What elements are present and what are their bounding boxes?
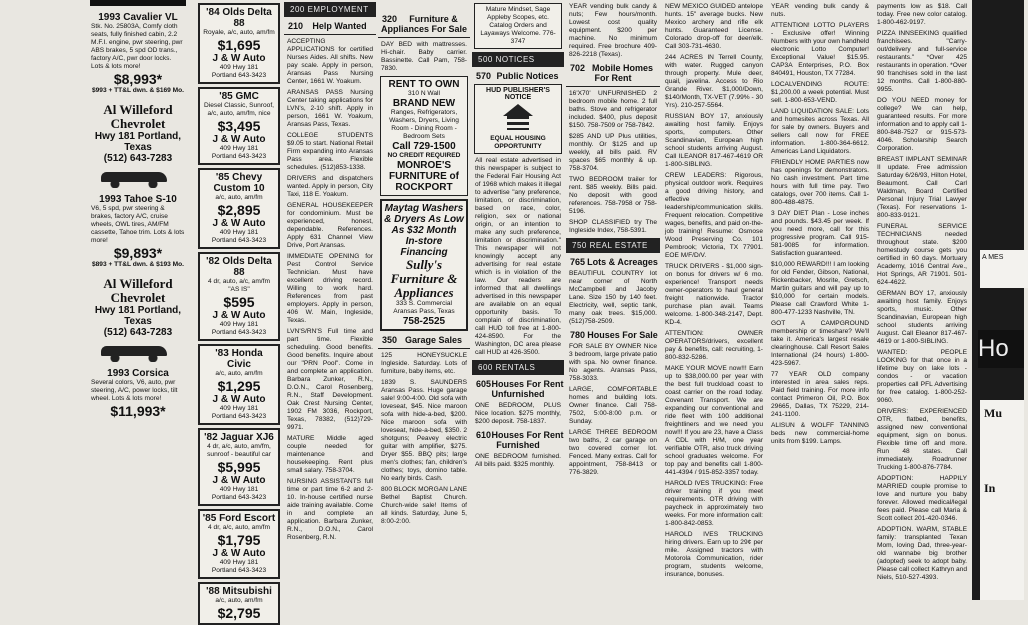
catalog-ad: [474, 3, 562, 49]
classification-number: 765: [570, 257, 586, 267]
classified-ad: LAND LIQUIDATION SALE: Lots and homesites across Texas. All for sale by owners. Buyers and sellers call now for FREE information. 1-800-364-6612. Americas Land Liquidators.: [771, 108, 869, 155]
classified-ad: RUSSIAN BOY 17, anxiously awaiting host family. Enjoys sports, computers. Other Scandinavian, European high school students arriving August. Call ILEANOR 817-467-4619 OR 1-800-SIBLING.: [665, 113, 763, 168]
car-desc: 4 dr, a/c, auto, am/fm: [208, 524, 270, 531]
car-listing: [198, 582, 280, 625]
classification-name: Help Wanted: [312, 21, 367, 31]
rent-to-own-ad: [380, 76, 468, 196]
classified-ad: PIZZA INNSEEKING qualified franchisees. "Carry-out/delivery and full-service restaurants." *Over 425 restaurants in operation. *Over 90 franchises sold in the last 12 months. Call 1-800-880-9955.: [877, 30, 967, 93]
car-desc: a/c, auto, am/fm: [215, 597, 263, 604]
column-statewide-2: [768, 0, 872, 600]
car-listing: [198, 168, 280, 249]
car-listing: [198, 252, 280, 341]
car-title: '82 Olds Delta 88: [206, 256, 272, 278]
car-price: $3,495: [217, 118, 261, 134]
car-title: '83 Honda Civic: [215, 348, 263, 370]
classified-ad: BREAST IMPLANT SEMINAR II update. Free admission Saturday 6/26/93, Hilton Hotel, Beaumont. Call Carl Waldman, Board Certified Personal Injury Trial Lawyer (Texas). For reservations 1-800-833-9121.: [877, 156, 967, 219]
edge-heading: In: [984, 481, 996, 495]
car-ad-terms: $893 + TT&L dwn. & $193 Mo.: [91, 261, 185, 268]
dealer-address: 409 Hwy 181: [219, 405, 259, 412]
ad-address: 333 S. Commercial Aransas Pass, Texas: [393, 300, 455, 315]
ad-phone: 758-2525: [402, 316, 446, 327]
classified-ad: ADOPTION. WARM, STABLE family: transplanted Texan Mom, loving Dad, three-year-old wannabe big brother (adopted) seek to adopt baby. Please call collect Kathryn and Niels, 510-527-4393.: [877, 526, 967, 581]
classified-ad: LVN'S/RN'S Full time and part time. Flexible scheduling. Good benefits. Good benefits. Inquire about our "PRN Pool". Come in and complete an application. Barbara Zunker, R.N., D.O.N., Carol Rosenberg, R.N., Staff Development. Oak Crest Nursing Center, 1902 FM 3036, Rockport, Texas, 78382, (512)729-9971.: [287, 328, 373, 431]
divider: [378, 37, 470, 38]
car-ad-title: 1993 Tahoe S-10: [99, 194, 177, 205]
classification-number: 780: [570, 330, 586, 340]
classified-ad: TWO BEDROOM trailer for rent. $85 weekly. Bills paid. No deposit with good references. 758-7958 or 758-5196.: [569, 176, 657, 215]
column-jw-auto: [196, 0, 282, 621]
sully-ad: [380, 199, 468, 331]
edge-heading: Ho: [978, 330, 1024, 368]
classification-heading: [566, 330, 660, 340]
classified-ad: LARGE, COMFORTABLE homes and building lots. Owner finance. Call 758-7502, 5:00-8:00 p.m. or Sunday.: [569, 386, 657, 425]
classified-ad: SHOP CLASSIFIED try The Ingleside Index, 758-5391.: [569, 219, 657, 234]
divider: [378, 348, 470, 349]
ad-headline: Maytag Washers & Dryers As Low As $32 Month In-store Financing: [384, 203, 464, 258]
classified-ad: GERMAN BOY 17, anxiously awaiting host family. Enjoys sports, music. Other Scandinavian, European high school students arriving August. Call Eleanor 817-467-4619 or 1-800-SIBLING.: [877, 290, 967, 345]
classification-number: 605: [476, 379, 492, 389]
classified-ad: MATURE Middle aged couple needed for maintenance and housekeeping. Rent plus small salary. 758-3704.: [287, 435, 373, 474]
notice-text: All real estate advertised in this newspaper is subject to the Federal Fair Housing Act of 1968 which makes it illegal to advertise "any preference, limitation, or discrimination, based on race, color, religion, sex or national origin, or an intention to make any such preference, limitation or discrimination." This newspaper will not knowingly accept any advertising for real estate which is in violation of the law. Our readers are informed that all dwellings advertised in this newspaper are available on an equal opportunity basis. To complain of discrimination, call HUD toll free at 1-800-424-8590. For the Washington, DC area please call HUD at 426-3500.: [475, 157, 561, 356]
classified-ad: 16'X70' UNFURNISHED 2 bedroom mobile home. 2 full baths. Stove and refrigerator included. $400, plus deposit $150. 758-7509 or 758-7842.: [569, 90, 657, 129]
car-price: $2,895: [217, 202, 261, 218]
column-real-estate: [566, 0, 660, 600]
hud-notice: [474, 84, 562, 154]
car-listing: [198, 509, 280, 579]
classified-ad: FOR SALE BY OWNER Nice 3 bedroom, large private patio with spa. No owner finance. No agents. Aransas Pass, 758-3033.: [569, 343, 657, 382]
dealer-city: Portland 643-3423: [211, 494, 267, 501]
classified-ad: NEW MEXICO GUIDED antelope hunts. 15" average bucks. New Mexico archery and rifle elk hunts. Guaranteed License. Colorado drop-off for deer/elk. Call 303-731-4630.: [665, 3, 763, 50]
notice-title: HUD PUBLISHER'S NOTICE: [486, 87, 550, 101]
classification-number: 320: [382, 14, 398, 24]
dealer-name: J & W Auto: [212, 394, 266, 405]
car-ad-text: V6, 5 spd, pwr steering & brakes, factory A/C, cruise wheels, OWL tires, AM/FM cassette, Tahoe trim. Lots & lots more!: [91, 205, 185, 244]
classification-number: 350: [382, 335, 398, 345]
classified-ad: ARANSAS PASS Nursing Center taking applications for LVN's, 2-10 shift. Apply in person, 1661 W. Yoakum, Aransas Pass, Texas.: [287, 89, 373, 128]
dealer-name: J & W Auto: [212, 53, 266, 64]
dealer-city: Portland 643-3423: [211, 567, 267, 574]
divider: [284, 34, 376, 35]
dealer-name: J & W Auto: [212, 218, 266, 229]
classified-ad: $10,000 REWARD!!! I am looking for old Fender, Gibson, National, Rickenbacker, Mosrite, Gretsch, Martin guitars and will pay up to $10,000 for certain models. Please call Crawford White 1-800-477-1233 Nashville, TN.: [771, 261, 869, 316]
dealer-address: 409 Hwy 181: [219, 321, 259, 328]
car-title: '84 Olds Delta 88: [206, 7, 272, 29]
classified-ad: DAY BED with mattresses. Hi-chair. Baby carrier. Bassinette. Call Pam, 758-7830.: [381, 41, 467, 72]
car-price: $1,795: [217, 532, 261, 548]
classified-ad: TRUCK DRIVERS - $1,000 sign-on bonus for drivers w/ 6 mo. experience! Transport needs owner-operators to haul general freight nationwide. Tractor purchase plan avail. Teams welcome. 1-800-348-2147, Dept. KD-4.: [665, 263, 763, 326]
classified-ad: COLLEGE STUDENTS $9.05 to start. National Retail Firm expanding into Aransas Pass area. Flexible schedules. (512)853-1338.: [287, 132, 373, 171]
classified-ad: BEAUTIFUL COUNTRY lot near corner of North McCampbell and Jacoby Lane. Size 150 by 140 feet. Electricity, well, septic tank, many oak trees. $15,000. (512)758-2509.: [569, 270, 657, 325]
dealer-city: Portland 643-3423: [211, 329, 267, 336]
car-ad-price: $8,993*: [113, 71, 163, 87]
dealer-phone: (512) 643-7283: [103, 153, 173, 164]
classified-ad: MAKE YOUR MOVE now!!! Earn up to $38,000.00 per year with the best full truckload coast to coast carrier on the road today. Covenant Transport. We are expanding our conventional and ride fleet with 100 additional freightliners and we need you now!!! If you are 23, have a Class A CDL with H/M, one year verifiable OTR, also truck driving school graduates welcome. For top pay and benefits call 1-800-441-4394 / 915-852-3357 today.: [665, 365, 763, 476]
column-dealer-chevrolet: [88, 0, 188, 600]
classification-heading: [566, 257, 660, 267]
classified-ad: 800 BLOCK MORGAN LANE Bethel Baptist Church. Church-wide sale! Items of all kinds. Saturday, June 5, 8:00-2:00.: [381, 486, 467, 525]
car-illustration: [93, 342, 183, 364]
classification-name: Lots & Acreages: [587, 257, 658, 267]
classification-name: Houses For Sale: [587, 330, 658, 340]
dealer-city: Portland 643-3423: [211, 72, 267, 79]
ad-text: Mature Mindset, Sage Appleby Scopes, etc. Catalog Orders and Layaways Welcome. 776-3747: [480, 6, 556, 45]
classified-ad: LARGE THREE BEDROOM two baths, 2 car garage on two covered corner lot. Fenced. Many extras. Call for appointment, 758-8413 or 776-3829.: [569, 429, 657, 476]
classified-ad: HAROLD IVES TRUCKING hiring drivers. Earn up to 29¢ per mile. Assigned tractors with Motorola Communication, rider program, students welcome, insurance, bonuses.: [665, 531, 763, 578]
dealer-phone: (512) 643-7283: [103, 327, 173, 338]
edge-heading: Mu: [984, 406, 1002, 420]
column-statewide-3: [874, 0, 970, 600]
classification-heading: [284, 21, 376, 31]
column-notices: [472, 0, 564, 600]
classified-ad: payments low as $18. Call today. Free new color catalog. 1-800-462-9197.: [877, 3, 967, 26]
ad-store-name: MONROE'S FURNITURE of ROCKPORT: [389, 160, 459, 193]
dealer-city: Portland 643-3423: [211, 413, 267, 420]
dealer-city: Portland 643-3423: [211, 237, 267, 244]
car-price: $5,995: [217, 459, 261, 475]
car-listing: [198, 3, 280, 84]
ad-headline: RENT TO OWN: [388, 79, 460, 90]
car-title: '88 Mitsubishi: [206, 586, 272, 597]
classification-name: Furniture & Appliances For Sale: [380, 14, 468, 34]
car-desc: Royale, a/c, auto, am/fm: [203, 29, 275, 36]
dealer-name: Al Willeford Chevrolet: [103, 102, 173, 131]
dealer-name: Al Willeford Chevrolet: [103, 276, 173, 305]
classified-ad: 244 ACRES IN Terrell County, with water. Rugged canyon through property. Mule deer, quail, javelina. Access to Rio Grande River. $1,000/Down, $140/Month, TX-VET (7.99% - 30 Yrs). 210-257-5564.: [665, 54, 763, 109]
classified-ad: YEAR vending bulk candy & nuts.: [771, 3, 869, 18]
classified-ad: IMMEDIATE OPENING for Pest Control Service Technician. Must have excellent driving record. Willing to work hard. References from past employers. Apply in person, 406 W. Main, Ingleside, Texas.: [287, 253, 373, 324]
car-title: '82 Jaguar XJ6: [204, 432, 274, 443]
car-desc: a/c, auto, am/fm: [215, 194, 263, 201]
classification-heading: [378, 14, 470, 34]
car-ad-price: $11,993*: [110, 403, 166, 419]
dealer-address: 409 Hwy 181: [219, 64, 259, 71]
dealer-address: 409 Hwy 181: [219, 145, 259, 152]
car-ad-terms: $993 + TT&L dwn. & $169 Mo.: [91, 87, 185, 94]
classified-ad: 3 DAY DIET Plan - Lose inches and pounds. $43.45 per week. If you need more, call for this progressive program. Call 915-581-9085 for information. Satisfaction guaranteed.: [771, 210, 869, 257]
car-ad-price: $9,893*: [113, 245, 163, 261]
classified-ad: ADOPTION: HAPPILY MARRIED couple promise to love and nurture you baby forever. Allowed medical/legal fees paid. Please call Maria & Scott collect 201-420-0346.: [877, 475, 967, 522]
classified-ad: DRIVERS and dispatchers wanted. Apply in person, City Taxi, 118 E. Yoakum.: [287, 175, 373, 198]
car-ad-text: Stk. No. 25803A, Comfy cloth seats, fully finished cabin, 2.2 M.F.I. engine, pwr steering, pwr ABS brakes, 5 spd OD trans., factory A/C, pwr door locks. Lots & lots more!: [91, 23, 183, 70]
classified-ad: LOCALVENDING ROUTE: $1,200.00 a week potential. Must sell. 1-800-653-VEND.: [771, 81, 869, 104]
column-statewide-1: [662, 0, 766, 600]
classification-number: 570: [476, 71, 492, 81]
car-ad-title: 1993 Cavalier VL: [98, 12, 178, 23]
car-listing: [198, 344, 280, 425]
classified-ad: ONE BEDROOM furnished. All bills paid. $325 monthly.: [475, 453, 561, 468]
section-header: 750 REAL ESTATE: [566, 238, 660, 253]
classified-ad: ATTENTION! LOTTO PLAYERS - Exclusive offer! Winning Numbers with your own handheld electronic Lotto Computer! Exceptional Value! $15.95. CAP3A Enterprises, P.O. Box 840491, Houston, TX 77284.: [771, 22, 869, 77]
classified-ad: WANTED: PEOPLE LOOKING for that once in a lifetime buy on lake lots - condos - or vacation properties call PFL Advertising for free catalog. 1-800-252-9060.: [877, 349, 967, 404]
dealer-name: J & W Auto: [212, 548, 266, 559]
car-illustration: [93, 168, 183, 190]
classified-ad: YEAR vending bulk candy & nuts; Few hours/month. Lowest cost quality equipment. $200 per machine. No minimum required. Free brochure 409-826-2218 (Texas).: [569, 3, 657, 58]
section-header: 600 RENTALS: [472, 360, 564, 375]
section-header: 200 EMPLOYMENT: [284, 2, 376, 17]
classification-name: Mobile Homes For Rent: [592, 63, 654, 83]
classification-number: 210: [288, 21, 304, 31]
classified-ad: HAROLD IVES TRUCKING: Free driver training if you meet requirements. OTR driving with paycheck in approximately two weeks. For more information call: 1-800-842-0853.: [665, 480, 763, 527]
equal-housing-icon: [503, 104, 533, 132]
dealer-name: J & W Auto: [212, 310, 266, 321]
classification-heading: [472, 430, 564, 450]
classification-heading: [378, 335, 470, 345]
car-title: '85 Ford Escort: [202, 513, 276, 524]
classification-name: Houses For Rent Furnished: [491, 430, 564, 450]
dealer-address: 409 Hwy 181: [219, 559, 259, 566]
classification-heading: [472, 71, 564, 81]
top-bar: [90, 0, 186, 6]
classified-ad: ALISUN & WOLFF TANNING beds new commercial-home units from $199. Lamps.: [771, 422, 869, 445]
classified-ad: FUNERAL SERVICE TECHNICIANS needed throughout state. $200 homestudy course gets you certified in 60 days. Mortuary Academy, 1016 Central Ave., Hot Springs, AR 71901. 501-624-4622.: [877, 223, 967, 286]
ad-store-name: Sully's Furniture & Appliances: [390, 257, 458, 300]
car-desc: 4 dr, a/c, auto, am/fm, sunroof - beautiful car: [207, 443, 271, 458]
ad-credit: NO CREDIT REQUIRED: [387, 152, 461, 159]
classified-ad: 77 YEAR OLD company interested in area sales reps. Paid field training. For more info contact Primeron Oil, P.O. Box 29665, Dallas, TX 75229, 214-241-1100.: [771, 371, 869, 418]
classification-name: Houses For Rent Unfurnished: [491, 379, 564, 399]
car-ad-text: Several colors, V6, auto, pwr steering, A/C, power locks, tilt wheel. Lots & lots more!: [91, 379, 178, 402]
classified-ad: NURSING ASSISTANTS full time or part time 6-2 and 2-10. In-house certified nurse aide training available. Come in and complete an application. Barbara Zunker, R.N., D.O.N., Carol Rosenberg, R.N.: [287, 478, 373, 541]
section-header: 500 NOTICES: [472, 52, 564, 67]
dealer-address: 409 Hwy 181: [219, 486, 259, 493]
divider: [566, 86, 660, 87]
classified-ad: CREW LEADERS: Rigorous, physical outdoor work. Requires a good driving history, and effective leadership/communication skills. Frequent relocation. Competitive wages, benefits, and paid on-the-job training! Resume: Osmose Wood Preserving Co. 101 Pembrook; Victoria, TX 77901. EOE M/F/D/V.: [665, 172, 763, 259]
classified-ad: ACCEPTING APPLICATIONS for certified Nurses Aides. All shifts. New pay scale. Apply in person, Aransas Pass Nursing Center, 1661 W. Yoakum.: [287, 38, 373, 85]
car-listing: [198, 428, 280, 506]
dealer-name: J & W Auto: [212, 134, 266, 145]
classified-ad: 125 HONEYSUCKLE Ingleside. Saturday. Lots of furniture, baby items, etc.: [381, 352, 467, 375]
classified-ad: ONE BEDROOM, PLUS Nice location. $275 monthly, $200 deposit. 758-1837.: [475, 402, 561, 425]
car-price: $1,295: [217, 378, 261, 394]
classified-ad: DO YOU NEED money for college? We can help, guaranteed results. For more information and to apply call 1-800-848-7527 or 915-573-4046. Scholarship Search Corporation.: [877, 97, 967, 152]
classified-ad: $285 AND UP Plus utilities, monthly. Or $125 and up weekly, all bills paid. RV spaces $65 monthly & up. 758-3704.: [569, 133, 657, 172]
notice-caption: EQUAL HOUSING OPPORTUNITY: [490, 135, 546, 150]
classified-ad: ATTENTION: OWNER OPERATORS/drivers, excellent pay & benefits, call: recruiting, 1-800-832-5286.: [665, 330, 763, 361]
dealer-name: J & W Auto: [212, 475, 266, 486]
column-furniture: [378, 0, 470, 600]
car-listing: [198, 87, 280, 165]
edge-panel: [980, 400, 1024, 600]
car-title: '85 Chevy Custom 10: [213, 172, 265, 194]
classified-ad: GENERAL HOUSEKEEPER for condominium. Must be experienced, honest, dependable. References. Apply 631 Channel View Drive, Port Aransas.: [287, 202, 373, 249]
car-desc: a/c, auto, am/fm: [215, 370, 263, 377]
ad-phone: Call 729-1500: [392, 141, 456, 152]
dealer-city: Portland 643-3423: [211, 153, 267, 160]
dealer-address: 409 Hwy 181: [219, 229, 259, 236]
dealer-address: Hwy 181 Portland, Texas: [94, 131, 182, 153]
classification-number: 702: [570, 63, 586, 73]
car-price: $595: [223, 294, 255, 310]
car-desc: Diesel Classic, Sunroof, a/c, auto, am/fm, nice: [204, 102, 274, 117]
column-employment: [284, 0, 376, 600]
classified-ad: FRIENDLY HOME PARTIES now has openings for demonstrators. No cash investment. Part time hours with full time pay. Two catalogs, over 700 items. Call 1-800-488-4875.: [771, 159, 869, 206]
car-ad-title: 1993 Corsica: [107, 368, 169, 379]
classification-number: 610: [476, 430, 492, 440]
car-desc: 4 dr, auto, a/c, am/fm "AS IS": [208, 278, 270, 293]
edge-label: A MES: [980, 250, 1028, 288]
dealer-address: Hwy 181 Portland, Texas: [94, 305, 182, 327]
car-price: $1,695: [217, 37, 261, 53]
classification-name: Public Notices: [496, 71, 559, 81]
car-price: $2,795: [217, 605, 261, 621]
classification-name: Garage Sales: [404, 335, 463, 345]
ad-items: Ranges, Refrigerators, Washers, Dryers, Living Room - Dining Room - Bedroom Sets: [389, 109, 459, 140]
ad-subheadline: BRAND NEW: [392, 98, 456, 109]
classified-ad: 1839 S. SAUNDERS Aransas Pass. Huge garage sale! 9:00-4:00. Old sofa with loveseat, $45. Nice maroon sofa with hide-a-bed, $200. Nice maroon sofa with loveseat, hide-a-bed, $350. 2 shotguns; Peavey electric guitar with amplifier, $275. Dryer $55. BBQ pits; large men's clothes; fan, children's clothes; toys, domino table. No early birds. Cash.: [381, 379, 467, 482]
car-title: '85 GMC: [219, 91, 259, 102]
classification-heading: [472, 379, 564, 399]
ad-address: 310 N Wall: [407, 90, 440, 97]
classified-ad: DRIVERS: EXPERIENCED OTR, flatbed, benefits, assigned new conventional equipment, sign on bonus. Flexible time off and more. Run 48 states. Call immediately. Roadrunner Trucking 1-800-876-7784.: [877, 408, 967, 471]
classification-heading: [566, 63, 660, 83]
classified-ad: GOT A CAMPGROUND membership or timeshare? We'll take it. America's largest resale clearinghouse. Call Resort Sales International (24 hours) 1-800-423-5967.: [771, 320, 869, 367]
